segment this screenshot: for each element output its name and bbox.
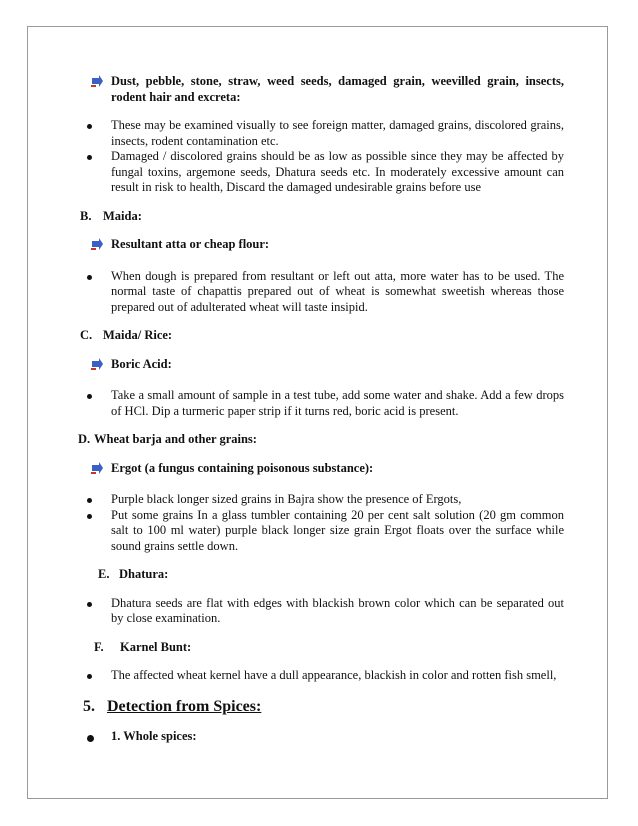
bullet-dot-icon <box>87 498 92 503</box>
section-heading <box>78 432 564 448</box>
section-title: Maida/ Rice: <box>103 328 173 342</box>
section-title: Wheat barja and other grains: <box>94 432 257 446</box>
bullet-item-text: Dhatura seeds are flat with edges with blackish brown color which can be separated out by close examination. <box>111 595 564 625</box>
bullet-item <box>88 508 564 555</box>
section-heading <box>80 209 564 225</box>
section-label: E. <box>98 567 110 581</box>
bullet-item <box>88 729 564 747</box>
section-label: F. <box>94 639 104 654</box>
chapter-title: Detection from Spices: <box>107 697 262 715</box>
bullet-item-text: Take a small amount of sample in a test tube, add some water and shake. Add a few drops of HCl. Dip a turmeric paper strip if it turns red, boric acid is present. <box>111 388 564 418</box>
bullet-dot-icon <box>87 275 92 280</box>
bullet-item-text: These may be examined visually to see foreign matter, damaged grains, discolored grains, insects, rodent contamination etc. <box>111 118 564 148</box>
bullet-item <box>88 269 564 316</box>
bullet-dot-icon <box>87 674 92 679</box>
bullet-item <box>88 492 564 508</box>
bullet-dot-icon <box>87 735 94 742</box>
arrow-item <box>88 357 564 376</box>
bullet-dot-icon <box>87 124 92 129</box>
arrow-item <box>88 237 564 256</box>
chapter-heading <box>83 697 564 716</box>
bullet-item <box>88 118 564 149</box>
arrow-item-text: Resultant atta or cheap flour: <box>111 237 270 251</box>
bullet-dot-icon <box>87 514 92 519</box>
section-title: Maida: <box>103 208 142 223</box>
section-heading <box>94 640 564 656</box>
arrow-bullet-icon <box>90 357 104 371</box>
section-title: Karnel Bunt: <box>120 639 192 654</box>
section-heading <box>80 328 564 344</box>
bullet-item-text: 1. Whole spices: <box>111 728 197 743</box>
chapter-number: 5. <box>83 697 95 715</box>
bullet-item <box>88 149 564 196</box>
bullet-item-text: When dough is prepared from resultant or left out atta, more water has to be used. The normal taste of chapattis prepared out of wheat is somewhat sweetish whereas those prepared out of adulterated wheat will taste insipid. <box>111 268 564 314</box>
section-title: Dhatura: <box>119 567 169 581</box>
arrow-item <box>88 74 564 105</box>
arrow-item-text: Dust, pebble, stone, straw, weed seeds, damaged grain, weevilled grain, insects, rodent hair and excreta: <box>111 74 564 104</box>
arrow-bullet-icon <box>90 74 104 88</box>
bullet-dot-icon <box>87 602 92 607</box>
section-label: B. <box>80 208 92 223</box>
section-label: D. <box>78 432 91 446</box>
bullet-item <box>88 668 564 684</box>
bullet-item-text: The affected wheat kernel have a dull appearance, blackish in color and rotten fish smell, <box>111 668 557 682</box>
bullet-dot-icon <box>87 394 92 399</box>
arrow-bullet-icon <box>90 237 104 251</box>
bullet-dot-icon <box>87 155 92 160</box>
document-content <box>78 74 564 746</box>
bullet-item-text: Damaged / discolored grains should be as low as possible since they may be affected by fungal toxins, argemone seeds, Dhatura seeds etc. In moderately excessive amount can result in risk to health, Discard the damaged undesirable grains before use <box>111 149 564 194</box>
section-label: C. <box>80 328 93 342</box>
bullet-item-text: Put some grains In a glass tumbler containing 20 per cent salt solution (20 gm common salt to 100 ml water) purple black longer size grain Ergot floats over the surface while sound grains settle down. <box>111 507 564 553</box>
bullet-item <box>88 596 564 627</box>
arrow-item-text: Boric Acid: <box>111 356 172 371</box>
bullet-item-text: Purple black longer sized grains in Bajra show the presence of Ergots, <box>111 492 462 506</box>
arrow-bullet-icon <box>90 461 104 475</box>
arrow-item-text: Ergot (a fungus containing poisonous substance): <box>111 460 374 475</box>
section-heading <box>98 567 564 583</box>
bullet-item <box>88 388 564 419</box>
arrow-item <box>88 461 564 480</box>
